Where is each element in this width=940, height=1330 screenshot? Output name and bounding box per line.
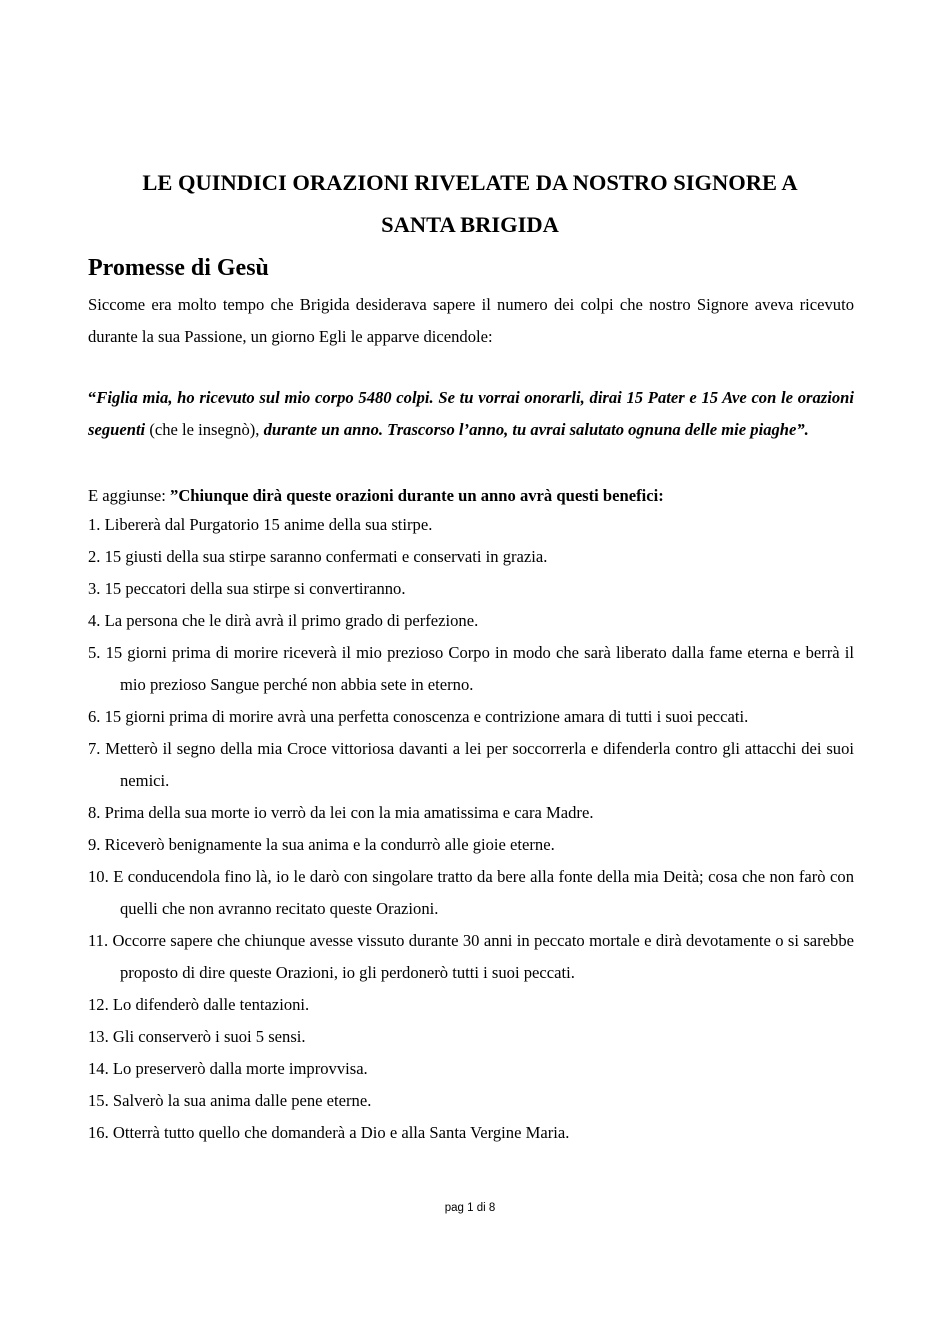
list-item: 15. Salverò la sua anima dalle pene eterne. (88, 1091, 372, 1110)
title-line-2: SANTA BRIGIDA (381, 212, 559, 237)
intro-paragraph (88, 289, 854, 353)
list-item: 11. Occorre sapere che chiunque avesse vissuto durante 30 anni in peccato mortale e dirà devotamente o si sarebbe proposto di dire queste Orazioni, io gli perdonerò tutti i suoi peccati. (88, 931, 854, 982)
list-item: 9. Riceverò benignamente la sua anima e la condurrò alle gioie eterne. (88, 835, 555, 854)
aggiunse-bold: ”Chiunque dirà queste orazioni durante un anno avrà questi benefici: (170, 486, 664, 505)
list-item: 7. Metterò il segno della mia Croce vittoriosa davanti a lei per soccorrerla e difenderla contro gli attacchi dei suoi nemici. (88, 739, 854, 790)
section-heading: Promesse di Gesù (88, 255, 269, 281)
list-item: 3. 15 peccatori della sua stirpe si convertiranno. (88, 579, 406, 598)
list-item: 12. Lo difenderò dalle tentazioni. (88, 995, 310, 1014)
aggiunse-paragraph (88, 480, 854, 512)
document-title (88, 162, 852, 246)
promise-text-1: Figlia mia, ho ricevuto sul mio corpo 5480 colpi. Se tu vorrai onorarli, dirai 15 Pater e 15 Ave con le orazioni seguenti (88, 388, 854, 439)
list-item: 1. Libererà dal Purgatorio 15 anime della sua stirpe. (88, 515, 433, 534)
list-item: 4. La persona che le dirà avrà il primo grado di perfezione. (88, 611, 479, 630)
list-item: 8. Prima della sua morte io verrò da lei con la mia amatissima e cara Madre. (88, 803, 594, 822)
list-item: 10. E conducendola fino là, io le darò con singolare tratto da bere alla fonte della mia Deità; cosa che non farò con quelli che non avranno recitato queste Orazioni. (88, 867, 854, 918)
promise-text-3: durante un anno. Trascorso l’anno, tu avrai salutato ognuna delle mie piaghe”. (263, 420, 809, 439)
list-item: 6. 15 giorni prima di morire avrà una perfetta conoscenza e contrizione amara di tutti i suoi peccati. (88, 707, 749, 726)
list-item: 5. 15 giorni prima di morire riceverà il mio prezioso Corpo in modo che sarà liberato dalla fame eterna e berrà il mio prezioso Sangue perché non abbia sete in eterno. (88, 643, 854, 694)
title-line-1: LE QUINDICI ORAZIONI RIVELATE DA NOSTRO SIGNORE A (142, 170, 798, 195)
promise-open-quote: “ (88, 388, 97, 407)
promise-text-2: (che le insegnò), (145, 420, 264, 439)
list-item: 2. 15 giusti della sua stirpe saranno confermati e conservati in grazia. (88, 547, 548, 566)
list-item: 13. Gli conserverò i suoi 5 sensi. (88, 1027, 306, 1046)
page-footer: pag 1 di 8 (444, 1202, 496, 1214)
list-item: 14. Lo preserverò dalla morte improvvisa. (88, 1059, 368, 1078)
aggiunse-prefix: E aggiunse: (88, 486, 171, 505)
list-item: 16. Otterrà tutto quello che domanderà a Dio e alla Santa Vergine Maria. (88, 1123, 570, 1142)
benefits-list (88, 509, 854, 1149)
promise-paragraph (88, 382, 854, 446)
intro-text: Siccome era molto tempo che Brigida desiderava sapere il numero dei colpi che nostro Signore aveva ricevuto durante la sua Passione, un giorno Egli le apparve dicendole: (88, 295, 854, 346)
